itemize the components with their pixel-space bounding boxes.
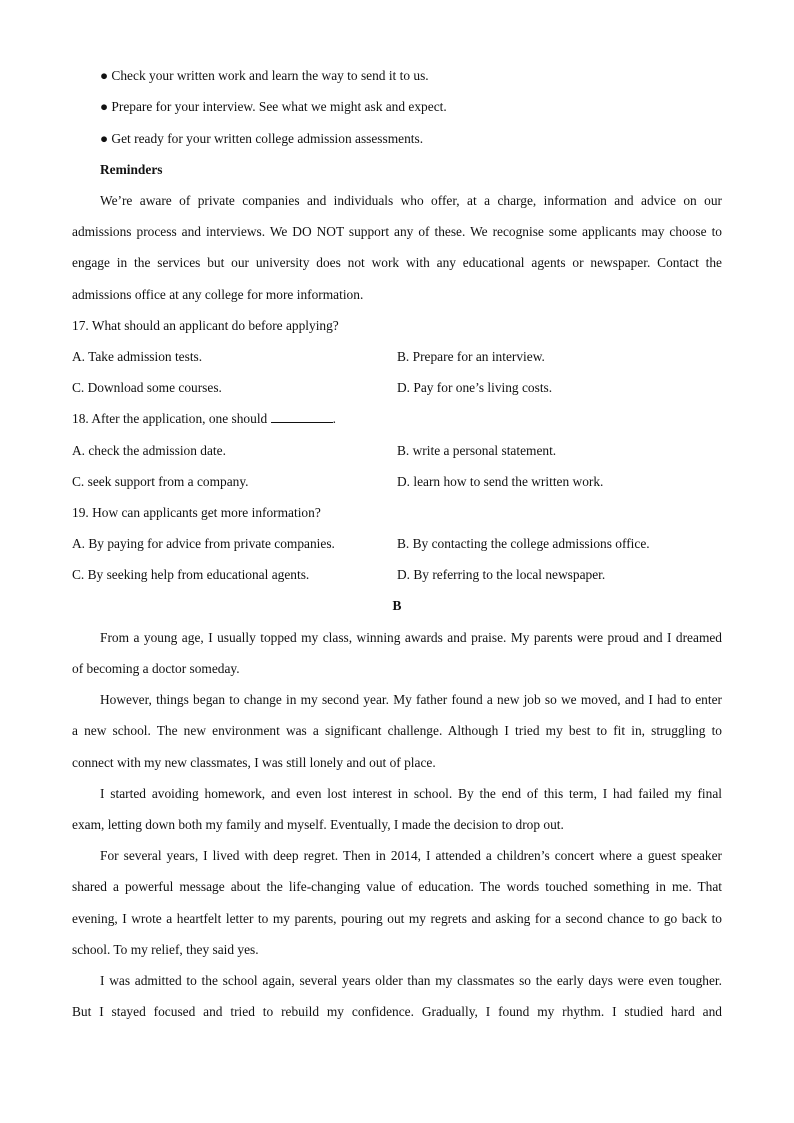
passage-line: But I stayed focused and tried to rebuild my confidence. Gradually, I found my rhythm. I studied hard and bbox=[72, 1004, 722, 1019]
passage-line: exam, letting down both my family and myself. Eventually, I made the decision to drop out. bbox=[72, 817, 564, 832]
question-18-stem-end: . bbox=[332, 411, 336, 426]
question-18-option-c: C. seek support from a company. bbox=[72, 474, 249, 489]
question-19-option-a: A. By paying for advice from private companies. bbox=[72, 536, 335, 551]
reminders-line: admissions office at any college for more information. bbox=[72, 287, 364, 302]
answer-blank bbox=[271, 410, 333, 423]
passage-line: connect with my new classmates, I was still lonely and out of place. bbox=[72, 755, 436, 770]
question-17-stem: 17. What should an applicant do before applying? bbox=[72, 318, 339, 333]
bullet-item: ● Check your written work and learn the way to send it to us. bbox=[100, 68, 429, 83]
question-17-option-d: D. Pay for one’s living costs. bbox=[397, 380, 553, 395]
bullet-item: ● Get ready for your written college admission assessments. bbox=[100, 131, 424, 146]
passage-line: However, things began to change in my second year. My father found a new job so we moved, and I had to enter bbox=[100, 692, 722, 707]
question-19-stem: 19. How can applicants get more information? bbox=[72, 505, 321, 520]
question-19-option-d: D. By referring to the local newspaper. bbox=[397, 567, 606, 582]
section-b-heading: B bbox=[392, 598, 402, 613]
passage-line: For several years, I lived with deep regret. Then in 2014, I attended a children’s concert where a guest speaker bbox=[100, 848, 722, 863]
question-18-stem-text: 18. After the application, one should bbox=[72, 411, 268, 426]
passage-line: school. To my relief, they said yes. bbox=[72, 942, 259, 957]
passage-line: shared a powerful message about the life-changing value of education. The words touched something in me. That bbox=[72, 879, 722, 894]
question-18-option-d: D. learn how to send the written work. bbox=[397, 474, 604, 489]
passage-line: evening, I wrote a heartfelt letter to my parents, pouring out my regrets and asking for a second chance to go back to bbox=[72, 911, 722, 926]
passage-line: I started avoiding homework, and even lost interest in school. By the end of this term, I had failed my final bbox=[100, 786, 722, 801]
question-17-option-a: A. Take admission tests. bbox=[72, 349, 203, 364]
passage-line: I was admitted to the school again, several years older than my classmates so the early days were even tougher. bbox=[100, 973, 722, 988]
question-17-option-b: B. Prepare for an interview. bbox=[397, 349, 545, 364]
question-18-option-a: A. check the admission date. bbox=[72, 443, 226, 458]
question-19-option-c: C. By seeking help from educational agents. bbox=[72, 567, 310, 582]
question-19-option-b: B. By contacting the college admissions office. bbox=[397, 536, 650, 551]
reminders-line: engage in the services but our university does not work with any educational agents or newspaper. Contact the bbox=[72, 255, 722, 270]
question-17-option-c: C. Download some courses. bbox=[72, 380, 222, 395]
question-18-option-b: B. write a personal statement. bbox=[397, 443, 557, 458]
passage-line: a new school. The new environment was a significant challenge. Although I tried my best to fit in, struggling to bbox=[72, 723, 722, 738]
passage-line: From a young age, I usually topped my class, winning awards and praise. My parents were proud and I dreamed bbox=[100, 630, 722, 645]
reminders-line: admissions process and interviews. We DO NOT support any of these. We recognise some applicants may choose to bbox=[72, 224, 722, 239]
bullet-item: ● Prepare for your interview. See what we might ask and expect. bbox=[100, 99, 447, 114]
reminders-line: We’re aware of private companies and individuals who offer, at a charge, information and advice on our bbox=[100, 193, 722, 208]
reminders-heading: Reminders bbox=[100, 162, 163, 177]
question-18-stem bbox=[72, 410, 722, 428]
passage-line: of becoming a doctor someday. bbox=[72, 661, 240, 676]
